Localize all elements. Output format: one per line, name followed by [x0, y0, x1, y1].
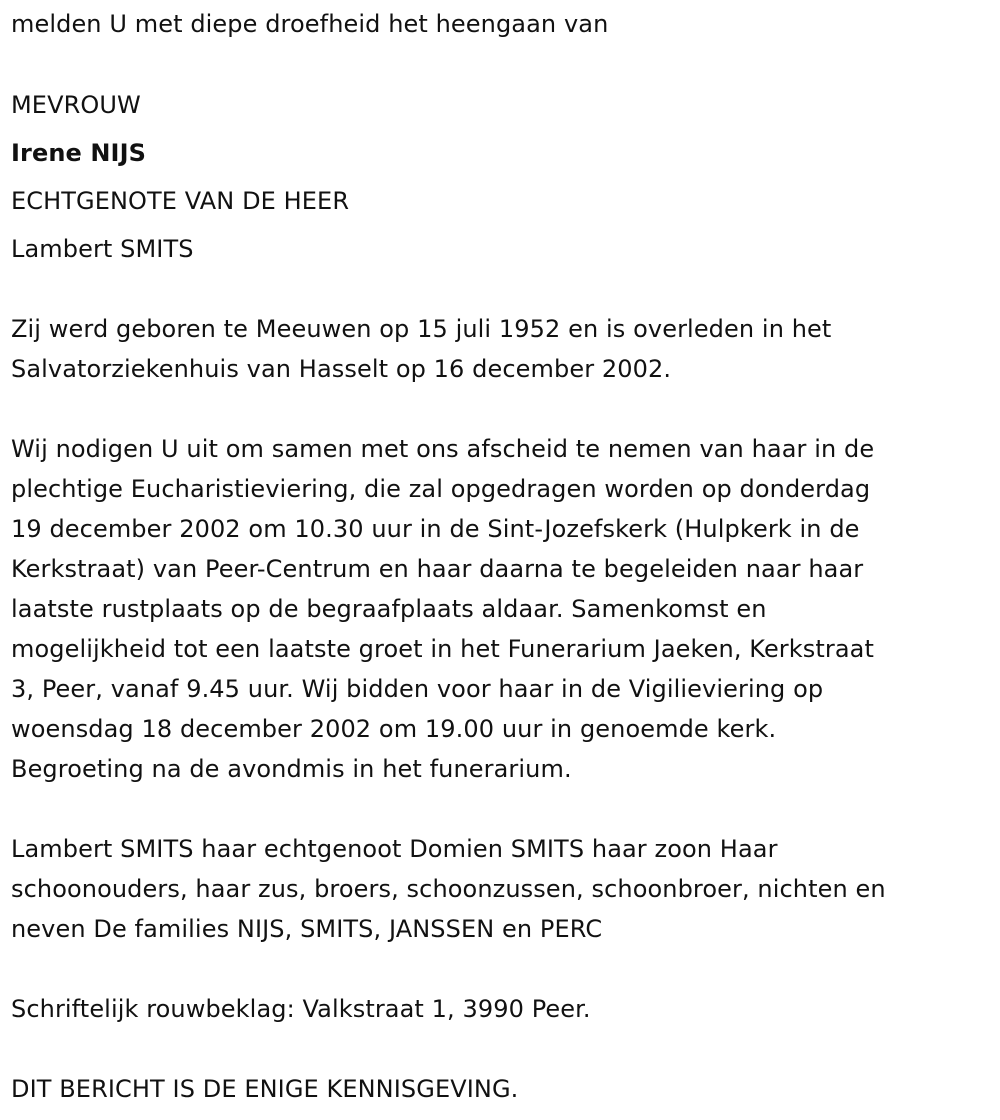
invitation-line: laatste rustplaats op de begraafplaats aldaar. Samenkomst en: [11, 595, 767, 623]
family-line: schoonouders, haar zus, broers, schoonzussen, schoonbroer, nichten en: [11, 875, 886, 903]
notice-line: DIT BERICHT IS DE ENIGE KENNISGEVING.: [11, 1075, 519, 1103]
condolence-address: Schriftelijk rouwbeklag: Valkstraat 1, 3990 Peer.: [11, 995, 591, 1023]
title-prefix: MEVROUW: [11, 91, 141, 119]
invitation-line: 19 december 2002 om 10.30 uur in de Sint-Jozefskerk (Hulpkerk in de: [11, 515, 860, 543]
family-line: neven De families NIJS, SMITS, JANSSEN en PERC: [11, 915, 603, 943]
invitation-line: 3, Peer, vanaf 9.45 uur. Wij bidden voor haar in de Vigilieviering op: [11, 675, 824, 703]
spouse-name: Lambert SMITS: [11, 235, 194, 263]
birth-death-line: Zij werd geboren te Meeuwen op 15 juli 1952 en is overleden in het: [11, 315, 832, 343]
invitation-line: mogelijkheid tot een laatste groet in het Funerarium Jaeken, Kerkstraat: [11, 635, 874, 663]
birth-death-line: Salvatorziekenhuis van Hasselt op 16 december 2002.: [11, 355, 672, 383]
family-line: Lambert SMITS haar echtgenoot Domien SMITS haar zoon Haar: [11, 835, 778, 863]
invitation-line: Kerkstraat) van Peer-Centrum en haar daarna te begeleiden naar haar: [11, 555, 864, 583]
invitation-line: Begroeting na de avondmis in het funerarium.: [11, 755, 572, 783]
invitation-line: Wij nodigen U uit om samen met ons afscheid te nemen van haar in de: [11, 435, 875, 463]
invitation-line: plechtige Eucharistieviering, die zal opgedragen worden op donderdag: [11, 475, 871, 503]
intro-line: melden U met diepe droefheid het heengaan van: [11, 10, 609, 38]
relation-line: ECHTGENOTE VAN DE HEER: [11, 187, 350, 215]
invitation-line: woensdag 18 december 2002 om 19.00 uur in genoemde kerk.: [11, 715, 777, 743]
deceased-name: Irene NIJS: [11, 139, 146, 167]
